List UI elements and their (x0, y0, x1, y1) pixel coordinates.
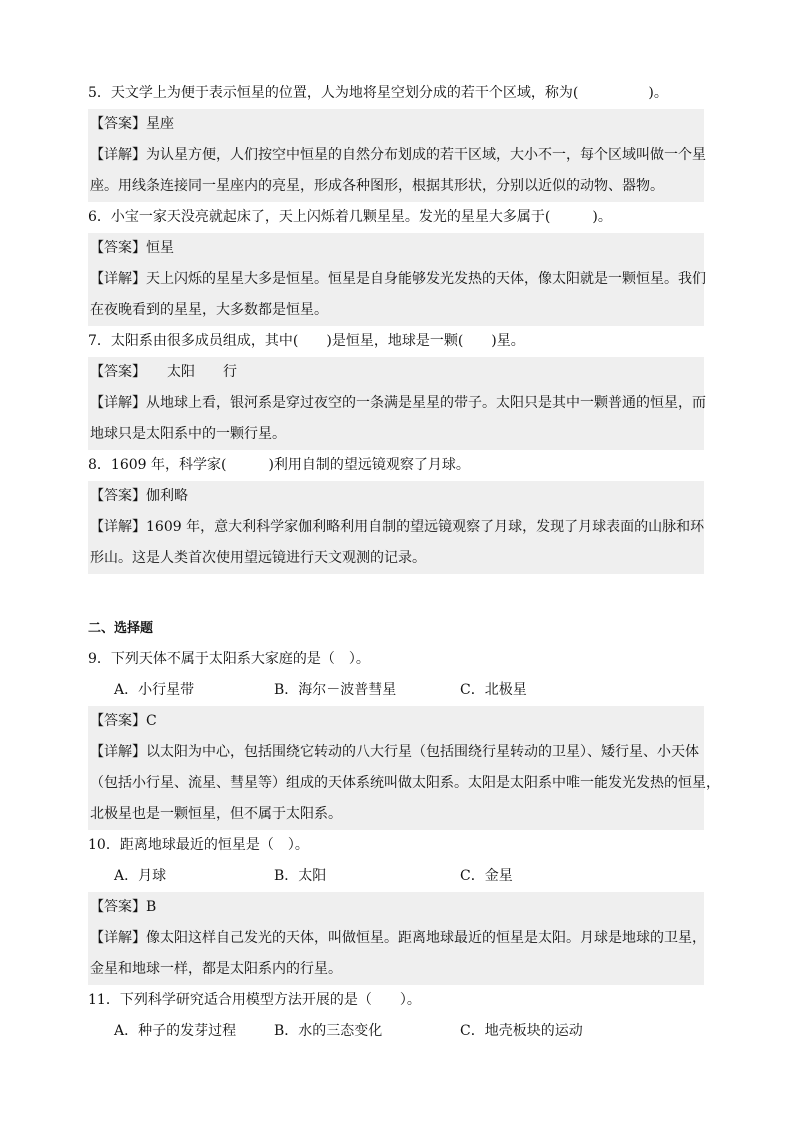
section-gap (88, 574, 704, 613)
detail-9-line-3: 北极星也是一颗恒星，但不属于太阳系。 (90, 806, 342, 822)
question-7: 7．太阳系由很多成员组成，其中( )是恒星，地球是一颗( )星。 (88, 333, 525, 349)
detail-8-line-2: 形山。这是人类首次使用望远镜进行天文观测的记录。 (90, 550, 426, 566)
question-11: 11．下列科学研究适合用模型方法开展的是（ ）。 (88, 992, 421, 1008)
answer-block-8 (88, 481, 704, 574)
answer-9: 【答案】C (90, 713, 157, 729)
document-page (88, 78, 720, 1047)
detail-8-line-1: 【详解】1609 年，意大利科学家伽利略利用自制的望远镜观察了月球，发现了月球表面的山脉和环 (90, 519, 705, 535)
detail-7-line-1: 【详解】从地球上看，银河系是穿过夜空的一条满是星星的带子。太阳只是其中一颗普通的恒星，而 (90, 395, 706, 411)
option-9-a: A．小行星带 (114, 682, 195, 698)
option-11-c: C．地壳板块的运动 (460, 1023, 583, 1039)
question-6: 6．小宝一家天没亮就起床了，天上闪烁着几颗星星。发光的星星大多属于( )。 (88, 209, 612, 225)
option-9-c: C．北极星 (460, 682, 527, 698)
option-9-b: B．海尔－波普彗星 (274, 682, 397, 698)
answer-block-9 (88, 706, 720, 830)
answer-5: 【答案】星座 (90, 116, 174, 132)
answer-6: 【答案】恒星 (90, 240, 174, 256)
option-11-a: A．种子的发芽过程 (114, 1023, 237, 1039)
detail-5-line-2: 座。用线条连接同一星座内的亮星，形成各种图形，根据其形状，分别以近似的动物、器物。 (90, 178, 664, 194)
answer-block-6 (88, 233, 704, 326)
detail-10-line-1: 【详解】像太阳这样自己发光的天体，叫做恒星。距离地球最近的恒星是太阳。月球是地球的卫星， (90, 930, 706, 946)
question-9: 9．下列天体不属于太阳系大家庭的是（ ）。 (88, 651, 370, 667)
answer-block-10 (88, 892, 704, 985)
option-10-a: A．月球 (114, 868, 167, 884)
answer-7: 【答案】 太阳 行 (90, 364, 237, 380)
section-title: 二、选择题 (88, 621, 154, 636)
answer-block-7 (88, 357, 704, 450)
question-10: 10．距离地球最近的恒星是（ ）。 (88, 837, 309, 853)
detail-5-line-1: 【详解】为认星方便，人们按空中恒星的自然分布划成的若干区域，大小不一，每个区域叫做一个星 (90, 147, 706, 163)
detail-9-line-1: 【详解】以太阳为中心，包括围绕它转动的八大行星（包括围绕行星转动的卫星）、矮行星、小天体 (90, 744, 699, 760)
question-8: 8．1609 年，科学家( )利用自制的望远镜观察了月球。 (88, 457, 470, 473)
detail-10-line-2: 金星和地球一样，都是太阳系内的行星。 (90, 961, 342, 977)
question-5: 5．天文学上为便于表示恒星的位置，人为地将星空划分成的若干个区域，称为( )。 (88, 85, 668, 101)
detail-6-line-1: 【详解】天上闪烁的星星大多是恒星。恒星是自身能够发光发热的天体，像太阳就是一颗恒星。我们 (90, 271, 706, 287)
option-10-c: C．金星 (460, 868, 513, 884)
detail-7-line-2: 地球只是太阳系中的一颗行星。 (90, 426, 286, 442)
option-11-b: B．水的三态变化 (274, 1023, 383, 1039)
answer-block-5 (88, 109, 704, 202)
detail-6-line-2: 在夜晚看到的星星，大多数都是恒星。 (90, 302, 328, 318)
answer-8: 【答案】伽利略 (90, 488, 188, 504)
answer-10: 【答案】B (90, 899, 157, 915)
detail-9-line-2: （包括小行星、流星、彗星等）组成的天体系统叫做太阳系。太阳是太阳系中唯一能发光发热的恒星， (90, 775, 720, 791)
options-10 (88, 861, 704, 892)
option-10-b: B．太阳 (274, 868, 327, 884)
options-9 (88, 675, 704, 706)
options-11 (88, 1016, 704, 1047)
